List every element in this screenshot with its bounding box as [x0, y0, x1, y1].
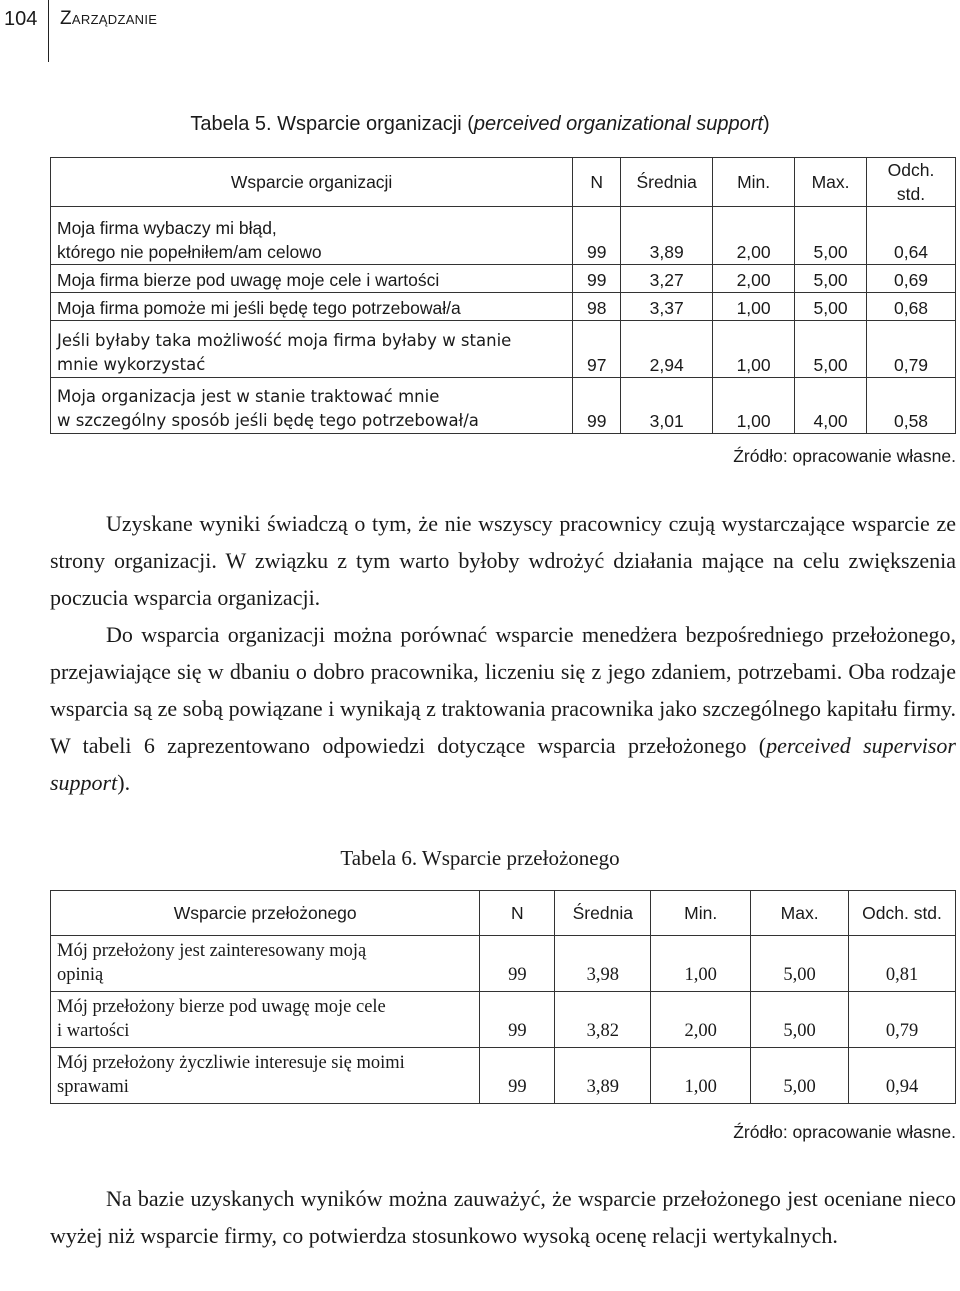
table5-col-header: Wsparcie organizacji: [51, 158, 573, 207]
table6-col-header: N: [480, 891, 555, 936]
cell-n: 99: [573, 265, 621, 293]
cell-std: 0,69: [867, 265, 956, 293]
table-row: [51, 1048, 956, 1104]
table-row: [51, 321, 956, 378]
table5-caption-suffix: ): [762, 113, 770, 135]
cell-n: 99: [480, 1048, 555, 1104]
row-label: [51, 321, 573, 378]
row-label-line: w szczególny sposób jeśli będę tego potrzebował/a: [57, 411, 479, 430]
cell-n: 98: [573, 293, 621, 321]
table5-caption: [0, 113, 960, 136]
cell-max: 4,00: [795, 378, 867, 434]
cell-mean: 3,82: [555, 992, 651, 1048]
table5-caption-prefix: Tabela 5. Wsparcie organizacji (: [190, 113, 474, 135]
cell-max: 5,00: [795, 207, 867, 265]
table-row: [51, 936, 956, 992]
cell-n: 99: [573, 207, 621, 265]
table-row: [51, 378, 956, 434]
page-number: 104: [4, 8, 38, 30]
table5-col-header: Średnia: [621, 158, 713, 207]
cell-min: 1,00: [651, 936, 751, 992]
paragraph-2-suffix: ).: [117, 770, 131, 795]
row-label-line: mnie wykorzystać: [57, 355, 206, 374]
header-divider: [48, 0, 49, 62]
cell-min: 2,00: [713, 265, 795, 293]
table6-col-header: Wsparcie przełożonego: [51, 891, 480, 936]
cell-min: 1,00: [651, 1048, 751, 1104]
table6-col-header: Min.: [651, 891, 751, 936]
table5: [50, 157, 956, 434]
table5-col-header: N: [573, 158, 621, 207]
row-label: [51, 378, 573, 434]
cell-mean: 3,37: [621, 293, 713, 321]
row-label: [51, 1048, 480, 1104]
table6-col-header: Średnia: [555, 891, 651, 936]
table6-caption: Tabela 6. Wsparcie przełożonego: [340, 846, 620, 870]
cell-n: 99: [480, 936, 555, 992]
cell-max: 5,00: [751, 992, 849, 1048]
cell-std: 0,58: [867, 378, 956, 434]
table6: [50, 890, 956, 1104]
row-label-line: i wartości: [57, 1021, 130, 1041]
row-label: [51, 265, 573, 293]
cell-std: 0,94: [849, 1048, 956, 1104]
cell-std: 0,68: [867, 293, 956, 321]
table5-col-header: Max.: [795, 158, 867, 207]
row-label-line: opinią: [57, 965, 104, 985]
cell-max: 5,00: [751, 1048, 849, 1104]
row-label: [51, 207, 573, 265]
table-row: [51, 293, 956, 321]
cell-min: 2,00: [713, 207, 795, 265]
row-label-line: którego nie popełniłem/am celowo: [57, 242, 322, 262]
cell-max: 5,00: [795, 293, 867, 321]
row-label-line: Moja firma wybaczy mi błąd,: [57, 218, 277, 238]
row-label-line: Moja firma pomoże mi jeśli będę tego potrzebował/a: [57, 298, 461, 318]
cell-mean: 3,89: [621, 207, 713, 265]
table6-header-row: [51, 891, 956, 936]
cell-n: 99: [480, 992, 555, 1048]
cell-max: 5,00: [751, 936, 849, 992]
cell-max: 5,00: [795, 265, 867, 293]
cell-mean: 3,01: [621, 378, 713, 434]
cell-std: 0,64: [867, 207, 956, 265]
row-label: [51, 936, 480, 992]
table5-header-row: [51, 158, 956, 207]
running-title: Zarządzanie: [60, 8, 158, 29]
row-label-line: sprawami: [57, 1077, 129, 1097]
table6-col-header: Odch. std.: [849, 891, 956, 936]
cell-mean: 3,89: [555, 1048, 651, 1104]
paragraph-2-text: Do wsparcia organizacji można porównać wsparcie menedżera bezpośredniego przełożonego, przejawiające się w dbaniu o dobro pracownika, liczeniu się z jego zdaniem, potrzebami. Oba rodzaje wsparcia są ze sobą powiązane i wynikają z traktowania pracownika jako szczególnego kapitału firmy. W tabeli 6 zaprezentowano odpowiedzi dotyczące wsparcia przełożonego (: [50, 622, 956, 758]
table5-caption-italic: perceived organizational support: [473, 113, 763, 135]
row-label-line: Moja firma bierze pod uwagę moje cele i wartości: [57, 270, 440, 290]
cell-mean: 2,94: [621, 321, 713, 378]
paragraph-3: Na bazie uzyskanych wyników można zauważyć, że wsparcie przełożonego jest oceniane nieco wyżej niż wsparcie firmy, co potwierdza stosunkowo wysoką ocenę relacji wertykalnych.: [50, 1186, 956, 1248]
cell-min: 1,00: [713, 378, 795, 434]
table5-col-header: Odch. std.: [867, 158, 956, 207]
row-label-line: Mój przełożony jest zainteresowany moją: [57, 941, 367, 961]
table-row: [51, 265, 956, 293]
paragraph-1: Uzyskane wyniki świadczą o tym, że nie wszyscy pracownicy czują wystarczające wsparcie ze strony organizacji. W związku z tym warto byłoby wdrożyć działania mające na celu zwiększenia poczucia wsparcia organizacji.: [50, 511, 956, 610]
cell-n: 99: [573, 378, 621, 434]
table6-source: Źródło: opracowanie własne.: [733, 1122, 956, 1142]
row-label: [51, 992, 480, 1048]
page-header: [0, 0, 960, 62]
table5-col-header: Min.: [713, 158, 795, 207]
table6-col-header: Max.: [751, 891, 849, 936]
row-label: [51, 293, 573, 321]
table-row: [51, 992, 956, 1048]
cell-min: 1,00: [713, 321, 795, 378]
cell-max: 5,00: [795, 321, 867, 378]
row-label-line: Jeśli byłaby taka możliwość moja firma byłaby w stanie: [57, 331, 512, 350]
cell-min: 2,00: [651, 992, 751, 1048]
paragraph-2: [50, 616, 956, 801]
paragraph-2-italic: perceived supervisor support: [50, 733, 956, 795]
table5-source: Źródło: opracowanie własne.: [733, 446, 956, 466]
row-label-line: Mój przełożony życzliwie interesuje się moimi: [57, 1053, 405, 1073]
cell-min: 1,00: [713, 293, 795, 321]
row-label-line: Mój przełożony bierze pod uwagę moje cele: [57, 997, 386, 1017]
cell-std: 0,79: [849, 992, 956, 1048]
cell-std: 0,79: [867, 321, 956, 378]
cell-mean: 3,27: [621, 265, 713, 293]
cell-std: 0,81: [849, 936, 956, 992]
cell-n: 97: [573, 321, 621, 378]
row-label-line: Moja organizacja jest w stanie traktować mnie: [57, 387, 440, 406]
cell-mean: 3,98: [555, 936, 651, 992]
table-row: [51, 207, 956, 265]
